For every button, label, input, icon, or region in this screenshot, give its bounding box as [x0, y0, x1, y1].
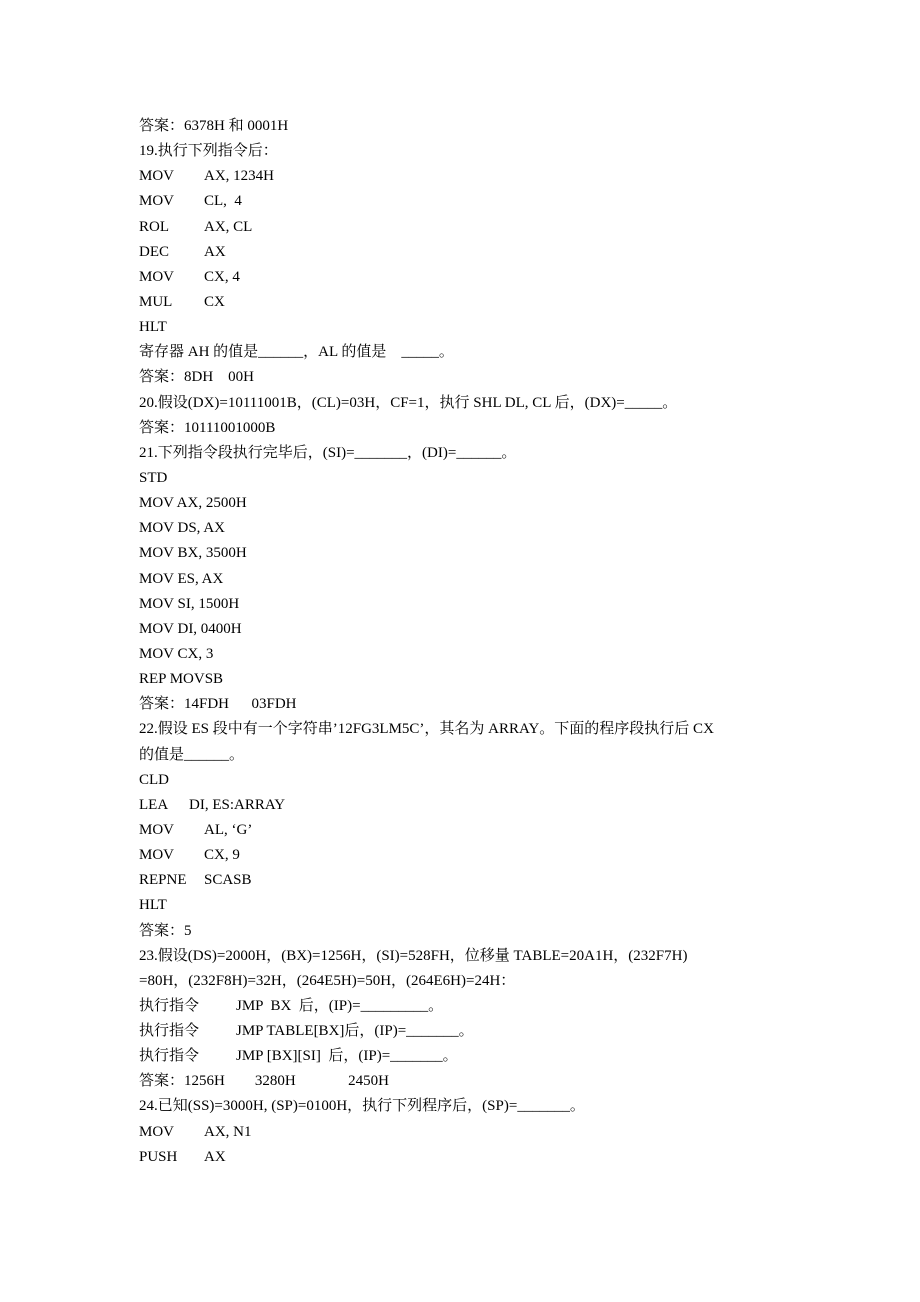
question-line: 的值是______。: [139, 746, 245, 763]
code-line: [139, 265, 799, 290]
question-line: 22.假设 ES 段中有一个字符串’12FG3LM5C’，其名为 ARRAY。下面的程序段执行后 CX: [139, 721, 714, 738]
code-mnemonic: MOV: [139, 1123, 175, 1140]
code-line: [139, 1145, 799, 1170]
code-line: [139, 1044, 799, 1069]
text-line: MOV CX, 3: [139, 645, 214, 662]
answer-line: 答案：14FDH 03FDH: [139, 696, 297, 713]
code-operands: AX: [204, 243, 226, 260]
code-mnemonic: MOV: [139, 847, 175, 864]
code-line: [139, 1120, 799, 1145]
code-mnemonic: MOV: [139, 193, 175, 210]
code-mnemonic: 执行指令: [139, 1048, 200, 1065]
text-line: MOV SI, 1500H: [139, 595, 240, 612]
code-line: [139, 868, 799, 893]
code-line: [139, 290, 799, 315]
answer-line: 答案：6378H 和 0001H: [139, 118, 289, 134]
code-line: [139, 1019, 799, 1044]
text-line: MOV AX, 2500H: [139, 495, 247, 512]
code-operands: SCASB: [204, 872, 252, 889]
question-line: 19.执行下列指令后：: [139, 143, 278, 160]
text-line: MOV BX, 3500H: [139, 545, 247, 562]
code-line: [139, 994, 799, 1019]
code-mnemonic: LEA: [139, 796, 169, 813]
code-operands: AX: [204, 1148, 226, 1165]
code-mnemonic: DEC: [139, 243, 169, 260]
code-mnemonic: MOV: [139, 821, 175, 838]
text-line: MOV DS, AX: [139, 520, 225, 537]
code-mnemonic: MOV: [139, 168, 175, 185]
code-line: [139, 793, 799, 818]
code-line: [139, 240, 799, 265]
document-body: [139, 114, 799, 1170]
code-mnemonic: REPNE: [139, 872, 187, 889]
question-line: 24.已知(SS)=3000H, (SP)=0100H，执行下列程序后，(SP)=_______。: [139, 1098, 585, 1115]
code-line: [139, 215, 799, 240]
code-operands: JMP TABLE[BX]后，(IP)=_______。: [236, 1023, 474, 1040]
code-mnemonic: MOV: [139, 268, 175, 285]
code-mnemonic: HLT: [139, 897, 167, 914]
answer-line: 答案：8DH 00H: [139, 369, 254, 386]
code-mnemonic: 执行指令: [139, 997, 200, 1014]
question-line: 21.下列指令段执行完毕后，(SI)=_______，(DI)=______。: [139, 444, 517, 461]
text-line: REP MOVSB: [139, 671, 224, 688]
answer-line: 答案：5: [139, 922, 192, 939]
answer-line: 答案：1256H 3280H 2450H: [139, 1073, 389, 1090]
code-operands: DI, ES:ARRAY: [189, 796, 286, 813]
code-mnemonic: ROL: [139, 218, 169, 235]
code-operands: AL, ‘G’: [204, 821, 253, 838]
code-operands: JMP [BX][SI] 后，(IP)=_______。: [236, 1048, 458, 1065]
code-operands: CX, 9: [204, 847, 240, 864]
text-line: MOV ES, AX: [139, 570, 224, 587]
text-line: STD: [139, 469, 168, 486]
code-operands: CX: [204, 293, 225, 310]
code-operands: AX, N1: [204, 1123, 252, 1140]
code-mnemonic: PUSH: [139, 1148, 178, 1165]
code-operands: AX, CL: [204, 218, 253, 235]
code-operands: CL, 4: [204, 193, 242, 210]
code-operands: CX, 4: [204, 268, 240, 285]
code-operands: AX, 1234H: [204, 168, 274, 185]
code-operands: JMP BX 后，(IP)=_________。: [236, 997, 444, 1014]
question-line: 寄存器 AH 的值是______，AL 的值是 _____。: [139, 344, 454, 361]
question-line: 23.假设(DS)=2000H，(BX)=1256H，(SI)=528FH，位移量 TABLE=20A1H，(232F7H): [139, 947, 688, 964]
code-mnemonic: MUL: [139, 293, 173, 310]
code-line: [139, 164, 799, 189]
text-line: CLD: [139, 771, 169, 788]
code-line: [139, 818, 799, 843]
code-line: [139, 315, 799, 340]
question-line: 20.假设(DX)=10111001B，(CL)=03H，CF=1，执行 SHL DL, CL 后，(DX)=_____。: [139, 394, 678, 411]
text-line: MOV DI, 0400H: [139, 620, 242, 637]
code-line: [139, 189, 799, 214]
answer-line: 答案：10111001000B: [139, 419, 276, 436]
code-mnemonic: 执行指令: [139, 1023, 200, 1040]
code-line: [139, 893, 799, 918]
code-mnemonic: HLT: [139, 319, 167, 336]
question-line: =80H，(232F8H)=32H，(264E5H)=50H，(264E6H)=24H：: [139, 972, 516, 989]
code-line: [139, 843, 799, 868]
